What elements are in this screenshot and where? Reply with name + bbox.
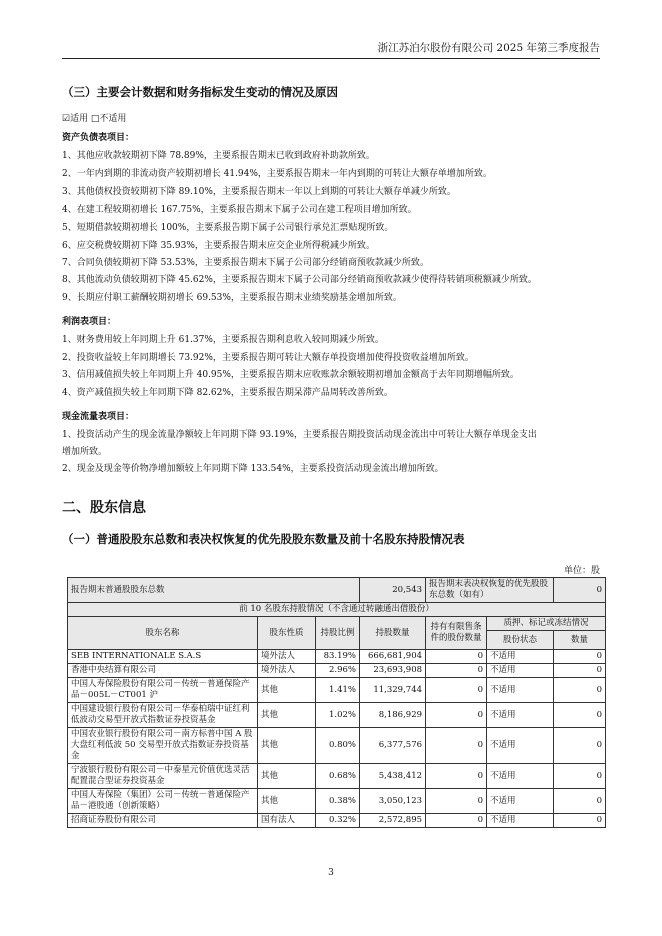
cell-nature: 境外法人 bbox=[258, 664, 316, 678]
applicable-checkbox-line: ☑适用 □不适用 bbox=[62, 114, 127, 124]
cell-status: 不适用 bbox=[487, 703, 554, 728]
cell-restricted: 0 bbox=[426, 764, 487, 789]
cell-nature: 其他 bbox=[258, 678, 316, 703]
total-shareholders-value: 20,543 bbox=[360, 578, 426, 603]
cell-nature: 其他 bbox=[258, 789, 316, 814]
table-row bbox=[68, 664, 606, 678]
cell-quantity: 23,693,908 bbox=[360, 664, 426, 678]
cell-ratio: 1.02% bbox=[316, 703, 360, 728]
balance-item: 9、长期应付职工薪酬较期初增长 69.53%，主要系报告期末业绩奖励基金增加所致。 bbox=[62, 293, 402, 303]
table-row bbox=[68, 650, 606, 664]
cell-quantity: 11,329,744 bbox=[360, 678, 426, 703]
income-statement-heading: 利润表项目： bbox=[62, 317, 117, 327]
cell-qty: 0 bbox=[554, 764, 606, 789]
top10-caption: 前 10 名股东持股情况（不含通过转融通出借股份） bbox=[68, 603, 606, 617]
cell-quantity: 8,186,929 bbox=[360, 703, 426, 728]
cashflow-heading: 现金流量表项目： bbox=[62, 412, 135, 422]
preferred-shareholders-value: 0 bbox=[554, 578, 606, 603]
income-item: 1、财务费用较上年同期上升 61.37%，主要系报告期利息收入较同期减少所致。 bbox=[62, 335, 384, 345]
cell-nature: 其他 bbox=[258, 728, 316, 764]
cell-nature: 其他 bbox=[258, 764, 316, 789]
cashflow-item: 2、现金及现金等价物净增加额较上年同期下降 133.54%，主要系投资活动现金流出增加所致。 bbox=[62, 464, 444, 474]
cell-status: 不适用 bbox=[487, 789, 554, 814]
cell-quantity: 2,572,895 bbox=[360, 814, 426, 828]
col-header-pledge-qty: 数量 bbox=[554, 631, 606, 650]
col-header-quantity: 持股数量 bbox=[360, 617, 426, 650]
table-row bbox=[68, 703, 606, 728]
cell-ratio: 0.38% bbox=[316, 789, 360, 814]
cashflow-item: 1、投资活动产生的现金流量净额较上年同期下降 93.19%，主要系报告期投资活动现金流出中可转让大额存单现金支出 bbox=[62, 430, 537, 440]
col-header-name: 股东名称 bbox=[68, 617, 258, 650]
income-item: 3、信用减值损失较上年同期上升 40.95%，主要系报告期末应收账款余额较期初增加金额高于去年同期增幅所致。 bbox=[62, 370, 519, 380]
cell-status: 不适用 bbox=[487, 764, 554, 789]
balance-item: 7、合同负债较期初下降 53.53%，主要系报告期末下属子公司部分经销商预收款减少所致。 bbox=[62, 258, 429, 268]
income-item: 2、投资收益较上年同期增长 73.92%，主要系报告期可转让大额存单投资增加使得投资收益增加所致。 bbox=[62, 353, 474, 363]
cell-qty: 0 bbox=[554, 789, 606, 814]
top10-caption-row bbox=[68, 603, 606, 617]
total-shareholders-label: 报告期末普通股股东总数 bbox=[68, 578, 360, 603]
shareholder-rows bbox=[68, 650, 606, 828]
balance-item: 2、一年内到期的非流动资产较期初增长 41.94%，主要系报告期末一年内到期的可转让大额存单增加所致。 bbox=[62, 169, 492, 179]
balance-item: 5、短期借款较期初增长 100%，主要系报告期下属子公司银行承兑汇票贴现所致。 bbox=[62, 223, 394, 233]
section-title-financial-changes: （三）主要会计数据和财务指标发生变动的情况及原因 bbox=[62, 85, 338, 99]
page-number: 3 bbox=[328, 868, 334, 878]
balance-item: 8、其他流动负债较期初下降 45.62%，主要系报告期末下属子公司部分经销商预收款减少使得待转销项税额减少所致。 bbox=[62, 275, 537, 285]
balance-item: 6、应交税费较期初下降 35.93%，主要系报告期末应交企业所得税减少所致。 bbox=[62, 241, 375, 251]
table-row bbox=[68, 764, 606, 789]
balance-item: 1、其他应收款较期初下降 78.89%，主要系报告期末已收到政府补助款所致。 bbox=[62, 151, 375, 161]
cell-qty: 0 bbox=[554, 703, 606, 728]
cell-restricted: 0 bbox=[426, 678, 487, 703]
col-header-nature: 股东性质 bbox=[258, 617, 316, 650]
cell-qty: 0 bbox=[554, 678, 606, 703]
page-header: 浙江苏泊尔股份有限公司 2025 年第三季度报告 bbox=[62, 40, 600, 59]
cell-qty: 0 bbox=[554, 814, 606, 828]
balance-item: 4、在建工程较期初增长 167.75%，主要系报告期末下属子公司在建工程项目增加所致。 bbox=[62, 205, 417, 215]
cell-ratio: 0.80% bbox=[316, 728, 360, 764]
table-row bbox=[68, 789, 606, 814]
preferred-shareholders-label: 报告期末表决权恢复的优先股股东总数（如有） bbox=[426, 578, 554, 603]
cell-nature: 其他 bbox=[258, 703, 316, 728]
cell-nature: 国有法人 bbox=[258, 814, 316, 828]
cell-qty: 0 bbox=[554, 664, 606, 678]
cell-qty: 0 bbox=[554, 650, 606, 664]
cell-name: 招商证券股份有限公司 bbox=[68, 814, 258, 828]
cell-restricted: 0 bbox=[426, 703, 487, 728]
balance-item: 3、其他债权投资较期初下降 89.10%，主要系报告期末一年以上到期的可转让大额存单减少所致。 bbox=[62, 187, 456, 197]
cell-name: 宁波银行股份有限公司－中泰星元价值优选灵活配置混合型证券投资基金 bbox=[68, 764, 258, 789]
col-header-pledge-status: 股份状态 bbox=[487, 631, 554, 650]
cell-ratio: 83.19% bbox=[316, 650, 360, 664]
col-header-ratio: 持股比例 bbox=[316, 617, 360, 650]
table-row bbox=[68, 814, 606, 828]
cell-name: 中国农业银行股份有限公司－南方标普中国 A 股大盘红利低波 50 交易型开放式指数证券投资基金 bbox=[68, 728, 258, 764]
income-item: 4、资产减值损失较上年同期下降 82.62%，主要系报告期呆滞产品周转改善所致。 bbox=[62, 388, 393, 398]
col-header-restricted: 持有有限售条件的股份数量 bbox=[426, 617, 487, 650]
cell-quantity: 3,050,123 bbox=[360, 789, 426, 814]
cell-ratio: 0.68% bbox=[316, 764, 360, 789]
cell-status: 不适用 bbox=[487, 728, 554, 764]
cell-name: 香港中央结算有限公司 bbox=[68, 664, 258, 678]
cell-restricted: 0 bbox=[426, 664, 487, 678]
cashflow-item-continued: 增加所致。 bbox=[62, 447, 108, 457]
table-row bbox=[68, 678, 606, 703]
cell-ratio: 2.96% bbox=[316, 664, 360, 678]
cell-status: 不适用 bbox=[487, 678, 554, 703]
cell-name: 中国人寿保险（集团）公司－传统－普通保险产品－港股通（创新策略） bbox=[68, 789, 258, 814]
cell-restricted: 0 bbox=[426, 789, 487, 814]
cell-status: 不适用 bbox=[487, 814, 554, 828]
cell-ratio: 1.41% bbox=[316, 678, 360, 703]
header-row bbox=[68, 617, 606, 631]
balance-sheet-heading: 资产负债表项目： bbox=[62, 133, 135, 143]
cell-restricted: 0 bbox=[426, 814, 487, 828]
cell-status: 不适用 bbox=[487, 664, 554, 678]
summary-row bbox=[68, 578, 606, 603]
cell-quantity: 6,377,576 bbox=[360, 728, 426, 764]
table-row bbox=[68, 728, 606, 764]
cell-ratio: 0.32% bbox=[316, 814, 360, 828]
section-title-shareholders: 二、股东信息 bbox=[62, 500, 146, 516]
unit-label: 单位：股 bbox=[563, 566, 600, 576]
cell-nature: 境外法人 bbox=[258, 650, 316, 664]
subsection-title-top10: （一）普通股股东总数和表决权恢复的优先股股东数量及前十名股东持股情况表 bbox=[62, 532, 465, 546]
cell-name: 中国人寿保险股份有限公司－传统－普通保险产品－005L－CT001 沪 bbox=[68, 678, 258, 703]
cell-restricted: 0 bbox=[426, 728, 487, 764]
cell-qty: 0 bbox=[554, 728, 606, 764]
cell-quantity: 5,438,412 bbox=[360, 764, 426, 789]
cell-quantity: 666,681,904 bbox=[360, 650, 426, 664]
cell-name: SEB INTERNATIONALE S.A.S bbox=[68, 650, 258, 664]
shareholders-table bbox=[67, 577, 606, 828]
cell-status: 不适用 bbox=[487, 650, 554, 664]
cell-restricted: 0 bbox=[426, 650, 487, 664]
cell-name: 中国建设银行股份有限公司－华泰柏瑞中证红利低波动交易型开放式指数证券投资基金 bbox=[68, 703, 258, 728]
col-header-pledge-group: 质押、标记或冻结情况 bbox=[487, 617, 606, 631]
